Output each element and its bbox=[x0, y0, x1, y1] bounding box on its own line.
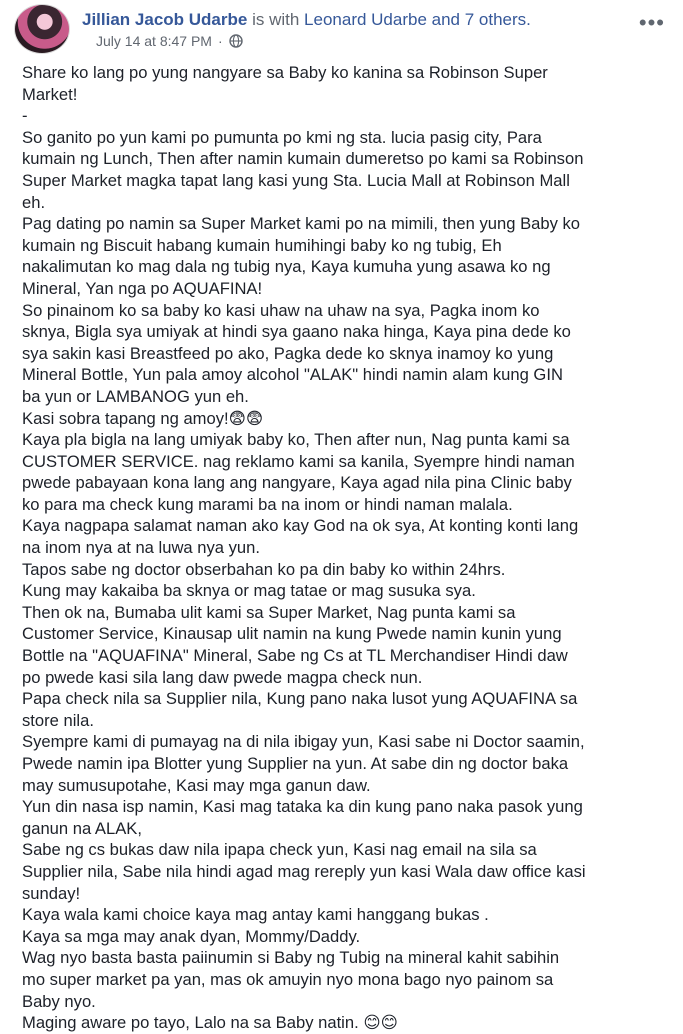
author-name-link[interactable]: Jillian Jacob Udarbe bbox=[82, 10, 248, 29]
post-text-line: may sumusupotahe, Kasi may mga ganun daw. bbox=[22, 775, 371, 795]
post-text-line: Maging aware po tayo, Lalo na sa Baby natin. 😊😊 bbox=[22, 1013, 398, 1033]
post-text-line: kumain ng Biscuit habang kumain humihingi baby ko ng tubig, Eh bbox=[22, 235, 502, 255]
post-timestamp[interactable]: July 14 at 8:47 PM bbox=[96, 33, 212, 49]
post-text-line: Kaya nagpapa salamat naman ako kay God na ok sya, At konting konti lang bbox=[22, 516, 579, 536]
post-text-line: Yun din nasa isp namin, Kasi mag tataka ka din kung pano naka pasok yung bbox=[22, 797, 583, 817]
more-options-icon[interactable]: ••• bbox=[638, 10, 665, 35]
post-text-line: Kasi sobra tapang ng amoy!😨😨 bbox=[22, 408, 264, 428]
post-meta bbox=[96, 33, 243, 49]
post-text-line: CUSTOMER SERVICE. nag reklamo kami sa kanila, Syempre hindi naman bbox=[22, 451, 575, 471]
post-text-line: eh. bbox=[22, 192, 46, 212]
post-text-line: Mineral, Yan nga po AQUAFINA! bbox=[22, 278, 263, 298]
post-text-line: Customer Service, Kinausap ulit namin na kung Pwede namin kunin yung bbox=[22, 624, 562, 644]
post-text-line: ganun na ALAK, bbox=[22, 818, 142, 838]
post-header bbox=[14, 4, 669, 56]
post-text-line: Share ko lang po yung nangyare sa Baby ko kanina sa Robinson Super bbox=[22, 63, 548, 82]
post-text-line: nakalimutan ko mag dala ng tubig nya, Kaya kumuha yung asawa ko ng bbox=[22, 257, 551, 277]
globe-icon[interactable] bbox=[229, 34, 243, 48]
post-text-line: - bbox=[22, 106, 28, 126]
post-text-line: Kaya wala kami choice kaya mag antay kami hanggang bukas . bbox=[22, 905, 489, 925]
post-text-line: Market! bbox=[22, 84, 78, 104]
post-text-line: ba yun or LAMBANOG yun eh. bbox=[22, 386, 249, 406]
post-text-line: Supplier nila, Sabe nila hindi agad mag rereply yun kasi Wala daw office kasi bbox=[22, 861, 586, 881]
meta-separator: · bbox=[217, 33, 223, 49]
post-text-line: Kaya pla bigla na lang umiyak baby ko, Then after nun, Nag punta kami sa bbox=[22, 430, 570, 450]
post-text-line: So pinainom ko sa baby ko kasi uhaw na uhaw na sya, Pagka inom ko bbox=[22, 300, 540, 320]
tagged-people-link[interactable]: Leonard Udarbe and 7 others. bbox=[304, 10, 531, 29]
post-text-line: Wag nyo basta basta paiinumin si Baby ng Tubig na mineral kahit sabihin bbox=[22, 948, 560, 968]
post-text-line: ko para ma check kung marami ba na inom or hindi naman malala. bbox=[22, 494, 513, 514]
post-text-line: Mineral Bottle, Yun pala amoy alcohol "ALAK" hindi namin alam kung GIN bbox=[22, 365, 563, 385]
post-text-line: So ganito po yun kami po pumunta po kmi ng sta. lucia pasig city, Para bbox=[22, 127, 542, 147]
post-text-line: Pwede namin ipa Blotter yung Supplier na yun. At sabe din ng doctor baka bbox=[22, 754, 569, 773]
post-text-line: kumain ng Lunch, Then after namin kumain dumeretso po kami sa Robinson bbox=[22, 149, 584, 169]
post-text-line: Then ok na, Bumaba ulit kami sa Super Market, Nag punta kami sa bbox=[22, 602, 516, 622]
post-text-line: sunday! bbox=[22, 883, 81, 903]
post-text-line: na inom nya at na luwa nya yun. bbox=[22, 538, 260, 558]
post-text-line: pwede pabayaan kona lang ang nangyare, Kaya agad nila pina Clinic baby bbox=[22, 473, 572, 493]
post-text-line: Kung may kakaiba ba sknya or mag tatae or mag susuka sya. bbox=[22, 581, 476, 601]
post-text-line: Super Market magka tapat lang kasi yung Sta. Lucia Mall at Robinson Mall bbox=[22, 170, 570, 190]
post-text-line: po pwede kasi sila lang daw pwede magpa check nun. bbox=[22, 667, 423, 687]
post-text-line: sya sakin kasi Breastfeed po ako, Pagka dede ko sknya inamoy ko yung bbox=[22, 343, 554, 363]
post-text-line: Syempre kami di pumayag na di nila ibigay yun, Kasi sabe ni Doctor saamin, bbox=[22, 732, 585, 752]
post-text-line: store nila. bbox=[22, 710, 94, 730]
post-text-line: Pag dating po namin sa Super Market kami po na mimili, then yung Baby ko bbox=[22, 214, 581, 234]
post-body bbox=[22, 62, 672, 1034]
with-text: is with bbox=[252, 10, 300, 29]
author-avatar[interactable] bbox=[14, 4, 70, 54]
post-title-line bbox=[82, 10, 531, 30]
post-text-line: Baby nyo. bbox=[22, 991, 96, 1011]
post-text-line: Kaya sa mga may anak dyan, Mommy/Daddy. bbox=[22, 926, 361, 946]
post-text-line: Tapos sabe ng doctor obserbahan ko pa din baby ko within 24hrs. bbox=[22, 559, 506, 579]
post-text-line: mo super market pa yan, mas ok amuyin nyo mona bago nyo painom sa bbox=[22, 969, 554, 989]
post-text-line: Sabe ng cs bukas daw nila ipapa check yun, Kasi nag email na sila sa bbox=[22, 840, 537, 860]
post-text-line: sknya, Bigla sya umiyak at hindi sya gaano naka hinga, Kaya pina dede ko bbox=[22, 322, 571, 342]
post-text-line: Bottle na "AQUAFINA" Mineral, Sabe ng Cs at TL Merchandiser Hindi daw bbox=[22, 646, 568, 666]
post-text-line: Papa check nila sa Supplier nila, Kung pano naka lusot yung AQUAFINA sa bbox=[22, 689, 578, 709]
